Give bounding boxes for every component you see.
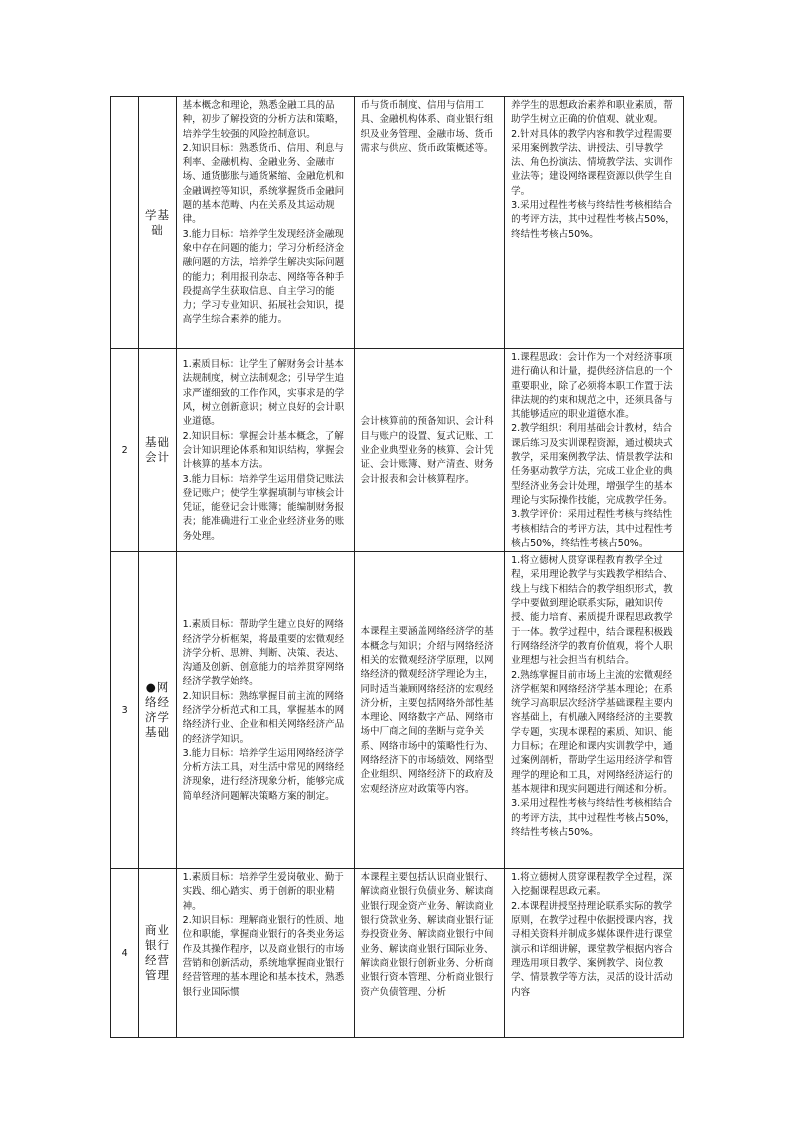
course-content: 会计核算前的预备知识、会计科目与账户的设置、复式记账、工业企业典型业务的核算、会计凭证、会计账簿、财产清查、财务会计报表和会计核算程序。 <box>360 416 494 485</box>
course-objectives: 1.素质目标：培养学生爱岗敬业、勤于实践、细心踏实、勇于创新的职业精神。 2.知识目标：理解商业银行的性质、地位和职能，掌握商业银行的各类业务运作及其操作程序，以及商业银行的市场营销和创新活动，系统地掌握商业银行经营管理的基本理论和基本技术，熟悉银行业国际惯 <box>182 872 345 998</box>
course-content: 币与货币制度、信用与信用工具、金融机构体系、商业银行组织及业务管理、金融市场、货币需求与供应、货币政策概述等。 <box>360 100 494 154</box>
teaching-requirements: 1.将立德树人贯穿课程教学全过程，深入挖掘课程思政元素。 2.本课程讲授坚持理论联系实际的教学原则，在教学过程中依据授课内容，找寻相关资料并制成多媒体课件进行课堂演示和详细讲解，课堂教学根据内容合理选用项目教学、案例教学、岗位教学、情景教学等方法，灵活的设计活动内容 <box>511 872 673 998</box>
course-objectives-cell <box>176 552 354 869</box>
course-objectives: 1.素质目标：让学生了解财务会计基本法规制度，树立法制观念；引导学生追求严谨细致的工作作风，实事求是的学风，树立创新意识；树立良好的会计职业道德。 2.知识目标：掌握会计基本概念，了解会计知识理论体系和知识结构，掌握会计核算的基本方法。 3.能力目标：培养学生运用借贷记账法登记账户；使学生掌握填制与审核会计凭证，能登记会计账簿；能编制财务报表；能准确进行工业企业经济业务的账务处理。 <box>182 359 345 542</box>
course-name: ●网络经济学基础 <box>144 680 170 740</box>
table-row <box>111 97 684 349</box>
course-objectives: 1.素质目标：帮助学生建立良好的网络经济学分析框架，将最重要的宏微观经济学分析、思辨、判断、决策、表达、沟通及创新、创意能力的培养贯穿网络经济学教学始终。 2.知识目标：熟练掌握目前主流的网络经济学分析范式和工具，掌握基本的网络经济行业、企业和相关网络经济产品的经济学知识。 3.能力目标：培养学生运用网络经济学分析方法工具，对生活中常见的网络经济现象，进行经济现象分析，能够完成简单经济问题解决策略方案的制定。 <box>182 619 345 802</box>
course-content: 本课程主要包括认识商业银行、解读商业银行负债业务、解读商业银行现金资产业务、解读商业银行贷款业务、解读商业银行证券投资业务、解读商业银行中间业务、解读商业银行国际业务、解读商业银行创新业务、分析商业银行资本管理、分析商业银行资产负债管理、分析 <box>360 872 494 998</box>
course-objectives-cell <box>176 349 354 552</box>
row-number-cell: 2 <box>111 349 139 552</box>
course-name-cell <box>139 97 176 349</box>
course-content-cell <box>354 869 505 1038</box>
teaching-requirements-cell <box>505 552 684 869</box>
course-objectives-cell <box>176 869 354 1038</box>
course-content-cell <box>354 552 505 869</box>
course-content: 本课程主要涵盖网络经济学的基本概念与知识；介绍与网络经济相关的宏微观经济学原理，以网络经济的微观经济学理论为主，同时适当兼顾网络经济的宏观经济分析，主要包括网络外部性基本理论、网络数字产品、网络市场中厂商之间的垄断与竞争关系、网络市场中的策略性行为、网络经济下的市场绩效、网络型企业组织、网络经济下的政府及宏观经济应对政策等内容。 <box>360 626 494 795</box>
row-number-cell: 3 <box>111 552 139 869</box>
teaching-requirements-cell <box>505 349 684 552</box>
course-content-cell <box>354 349 505 552</box>
teaching-requirements: 养学生的思想政治素养和职业素质，帮助学生树立正确的价值观、就业观。 2.针对具体的教学内容和教学过程需要采用案例教学法、讲授法、引导教学法、角色扮演法、情境教学法、实训作业法等；建设网络课程资源以供学生自学。 3.采用过程性考核与终结性考核相结合的考评方法，其中过程性考核占50%，终结性考核占50%。 <box>511 100 675 240</box>
course-name-cell <box>139 552 176 869</box>
course-objectives: 基本概念和理论，熟悉金融工具的品种，初步了解投资的分析方法和策略，培养学生较强的风险控制意识。 2.知识目标：熟悉货币、信用、利息与利率、金融机构、金融业务、金融市场、通货膨胀与通货紧缩、金融危机和金融调控等知识，系统掌握货币金融问题的基本范畴、内在关系及其运动规律。 3.能力目标：培养学生发现经济金融现象中存在问题的能力；学习分析经济金融问题的方法，培养学生解决实际问题的能力；利用报刊杂志、网络等各种手段提高学生获取信息、自主学习的能力；学习专业知识、拓展社会知识，提高学生综合素养的能力。 <box>182 100 345 326</box>
course-name: 学基础 <box>144 207 170 237</box>
table-row <box>111 869 684 1038</box>
course-name: 基础会计 <box>144 435 170 465</box>
table-row <box>111 552 684 869</box>
course-name: 商业银行经营管理 <box>144 923 170 983</box>
row-number-cell <box>111 97 139 349</box>
course-name-cell <box>139 869 176 1038</box>
teaching-requirements-cell <box>505 97 684 349</box>
course-content-cell <box>354 97 505 349</box>
course-objectives-cell <box>176 97 354 349</box>
teaching-requirements: 1.将立德树人贯穿课程教育教学全过程，采用理论教学与实践教学相结合、线上与线下相结合的教学组织形式，教学中要做到理论联系实际，融知识传授、能力培育、素质提升课程思政教学于一体。教学过程中，结合课程积极践行网络经济学的教育价值观，将个人职业理想与社会担当有机结合。 2.熟练掌握目前市场上主流的宏微观经济学框架和网络经济学基本理论；在系统学习高职层次经济学基础课程主要内容基础上，有机融入网络经济的主要教学专题，实现本课程的素质、知识、能力目标；在理论和课内实训教学中，通过案例剖析，帮助学生运用经济学和管理学的理论和工具，对网络经济运行的基本规律和现实问题进行阐述和分析。 3.采用过程性考核与终结性考核相结合的考评方法，其中过程性考核占50%，终结性考核占50%。 <box>511 555 675 838</box>
course-table <box>110 96 684 1038</box>
table-row <box>111 349 684 552</box>
row-number-cell: 4 <box>111 869 139 1038</box>
teaching-requirements-cell <box>505 869 684 1038</box>
teaching-requirements: 1.课程思政：会计作为一个对经济事项进行确认和计量，提供经济信息的一个重要职业，除了必须将本职工作置于法律法规的约束和规范之中，还须具备与其能够适应的职业道德水准。 2.教学组织：利用基础会计教材，结合课后练习及实训课程资源，通过模块式教学，采用案例教学法、情景教学法和任务驱动教学方法，完成工业企业的典型经济业务会计处理，增强学生的基本理论与实际操作技能，完成教学任务。 3.教学评价：采用过程性考核与终结性考核相结合的考评方法，其中过程性考核占50%，终结性考核占50%。 <box>511 352 673 549</box>
course-name-cell <box>139 349 176 552</box>
